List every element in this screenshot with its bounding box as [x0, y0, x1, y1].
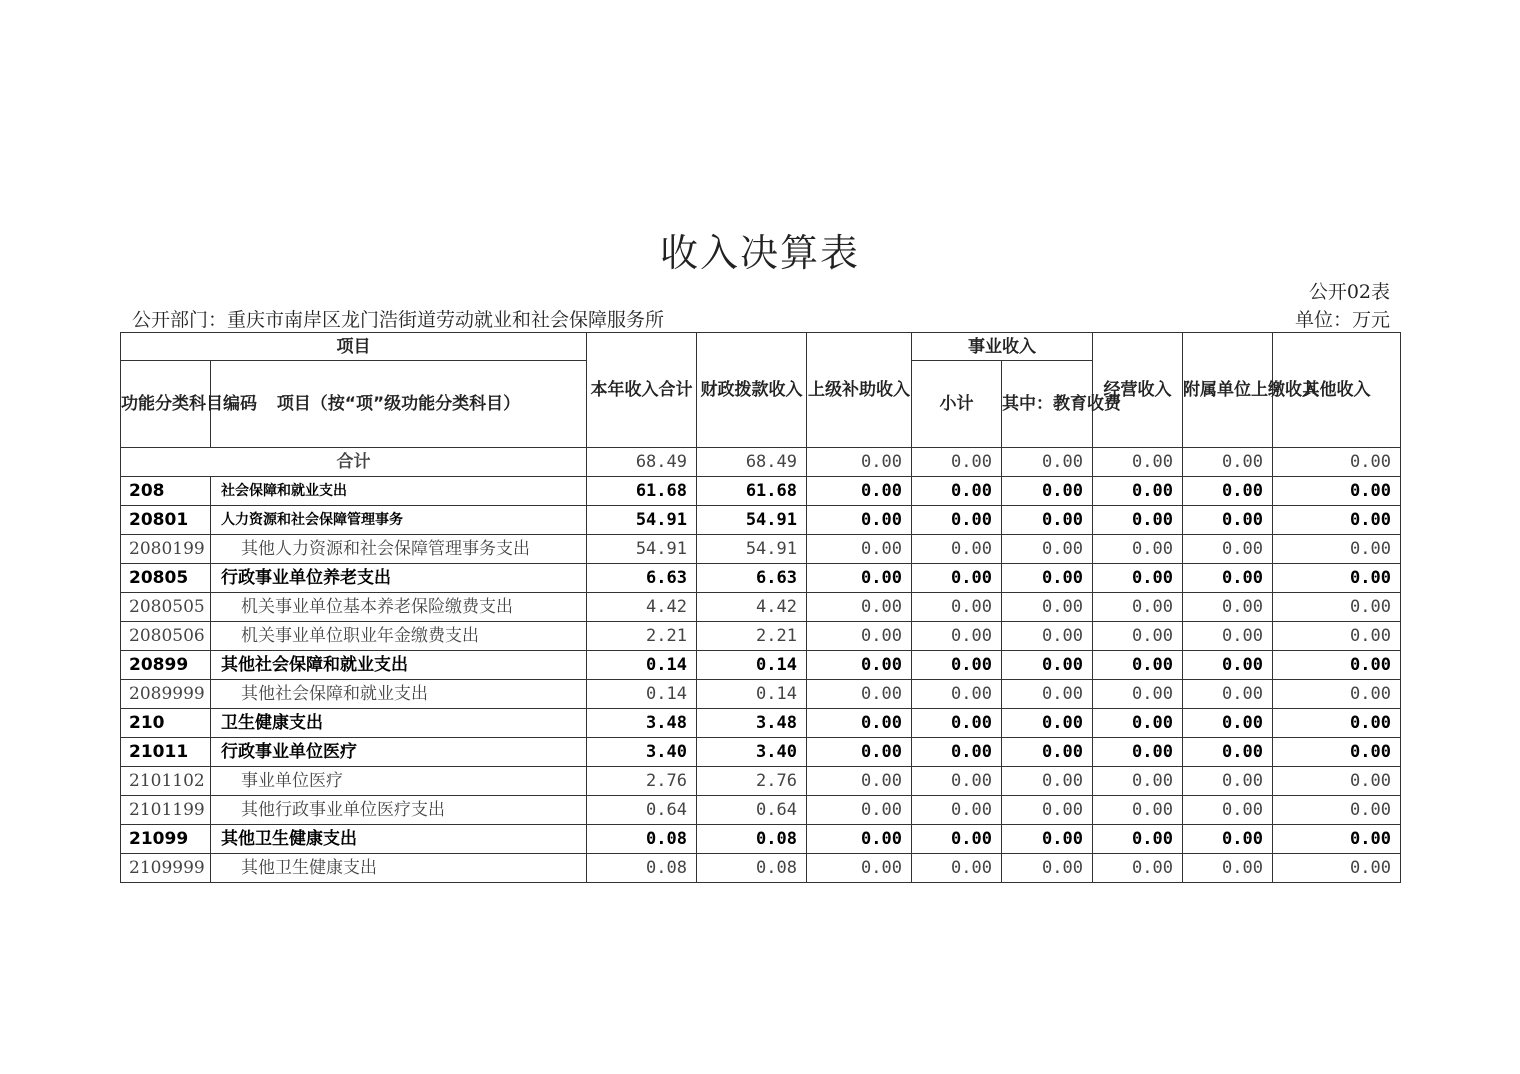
- row-value: 54.91: [697, 506, 807, 535]
- row-value: 0.00: [912, 564, 1002, 593]
- row-value: 0.00: [807, 535, 912, 564]
- row-code: 2089999: [121, 680, 211, 709]
- row-value: 0.00: [1183, 564, 1273, 593]
- row-value: 0.00: [912, 651, 1002, 680]
- row-value: 0.00: [1273, 535, 1401, 564]
- row-value: 0.00: [807, 477, 912, 506]
- row-value: 0.00: [1093, 767, 1183, 796]
- row-value: 0.00: [912, 796, 1002, 825]
- row-code: 21011: [121, 738, 211, 767]
- row-value: 61.68: [587, 477, 697, 506]
- row-value: 0.00: [1183, 622, 1273, 651]
- page-title: 收入决算表: [659, 231, 860, 275]
- row-code: 21099: [121, 825, 211, 854]
- total-cell: 68.49: [697, 448, 807, 477]
- total-cell: 0.00: [1002, 448, 1093, 477]
- row-value: 4.42: [697, 593, 807, 622]
- row-name: 其他行政事业单位医疗支出: [211, 796, 587, 825]
- row-value: 0.00: [1093, 709, 1183, 738]
- row-value: 0.00: [1093, 854, 1183, 883]
- row-value: 0.08: [587, 825, 697, 854]
- table-row: [121, 854, 1401, 883]
- row-name: 事业单位医疗: [211, 767, 587, 796]
- row-value: 0.00: [807, 796, 912, 825]
- row-value: 0.00: [807, 825, 912, 854]
- row-value: 0.00: [807, 593, 912, 622]
- income-table: [120, 332, 1401, 883]
- row-name: 人力资源和社会保障管理事务: [211, 506, 587, 535]
- row-value: 0.00: [1002, 593, 1093, 622]
- row-value: 0.00: [1002, 709, 1093, 738]
- row-name: 行政事业单位养老支出: [211, 564, 587, 593]
- row-value: 0.00: [1183, 680, 1273, 709]
- row-value: 0.08: [697, 854, 807, 883]
- row-code: 2080506: [121, 622, 211, 651]
- row-value: 0.00: [1273, 506, 1401, 535]
- row-value: 54.91: [697, 535, 807, 564]
- total-cell: 0.00: [807, 448, 912, 477]
- row-code: 2101199: [121, 796, 211, 825]
- total-cell: 0.00: [1183, 448, 1273, 477]
- row-value: 0.00: [1093, 535, 1183, 564]
- row-value: 3.40: [587, 738, 697, 767]
- row-value: 3.48: [587, 709, 697, 738]
- table-row: [121, 535, 1401, 564]
- table-row: [121, 651, 1401, 680]
- row-name: 其他社会保障和就业支出: [211, 680, 587, 709]
- row-value: 3.40: [697, 738, 807, 767]
- row-value: 0.00: [807, 506, 912, 535]
- row-name: 其他卫生健康支出: [211, 825, 587, 854]
- row-value: 0.08: [587, 854, 697, 883]
- table-row: [121, 622, 1401, 651]
- row-value: 0.00: [1002, 477, 1093, 506]
- table-row: [121, 709, 1401, 738]
- row-value: 0.00: [807, 680, 912, 709]
- header-affiliated: 附属单位上缴收入: [1183, 333, 1273, 448]
- row-value: 0.00: [1002, 796, 1093, 825]
- row-value: 2.76: [697, 767, 807, 796]
- row-value: 0.00: [1093, 477, 1183, 506]
- row-value: 2.21: [697, 622, 807, 651]
- row-value: 0.00: [807, 651, 912, 680]
- total-label: 合计: [121, 448, 587, 477]
- row-value: 0.00: [807, 854, 912, 883]
- row-value: 0.00: [1183, 709, 1273, 738]
- row-value: 0.00: [1002, 535, 1093, 564]
- header-subtotal: 小计: [912, 361, 1002, 448]
- form-number: 公开02表: [1308, 281, 1390, 303]
- row-name: 社会保障和就业支出: [211, 477, 587, 506]
- row-value: 0.00: [1183, 477, 1273, 506]
- unit-label: 单位：万元: [1294, 309, 1390, 331]
- row-value: 0.00: [1093, 825, 1183, 854]
- row-value: 0.00: [912, 767, 1002, 796]
- row-value: 0.00: [1273, 622, 1401, 651]
- row-value: 0.00: [912, 709, 1002, 738]
- row-value: 0.00: [1273, 651, 1401, 680]
- total-cell: 0.00: [912, 448, 1002, 477]
- header-name: 项目（按“项”级功能分类科目）: [211, 361, 587, 448]
- total-row: [121, 448, 1401, 477]
- row-value: 0.00: [1002, 767, 1093, 796]
- row-value: 0.00: [1002, 564, 1093, 593]
- row-value: 0.00: [1183, 593, 1273, 622]
- row-value: 0.00: [1093, 651, 1183, 680]
- row-value: 3.48: [697, 709, 807, 738]
- row-value: 0.00: [1273, 767, 1401, 796]
- row-value: 0.00: [912, 477, 1002, 506]
- row-code: 2080505: [121, 593, 211, 622]
- row-value: 0.00: [1273, 709, 1401, 738]
- row-value: 0.00: [1183, 767, 1273, 796]
- row-code: 2101102: [121, 767, 211, 796]
- row-value: 0.00: [1273, 825, 1401, 854]
- row-value: 0.00: [807, 622, 912, 651]
- row-value: 0.00: [1273, 854, 1401, 883]
- row-name: 其他卫生健康支出: [211, 854, 587, 883]
- row-value: 0.00: [1183, 651, 1273, 680]
- row-value: 2.21: [587, 622, 697, 651]
- row-value: 61.68: [697, 477, 807, 506]
- row-name: 其他社会保障和就业支出: [211, 651, 587, 680]
- row-value: 0.00: [1273, 564, 1401, 593]
- table-row: [121, 738, 1401, 767]
- header-operating: 经营收入: [1093, 333, 1183, 448]
- row-name: 行政事业单位医疗: [211, 738, 587, 767]
- total-cell: 0.00: [1093, 448, 1183, 477]
- row-code: 210: [121, 709, 211, 738]
- table-row: [121, 564, 1401, 593]
- row-value: 6.63: [587, 564, 697, 593]
- row-value: 0.00: [1183, 854, 1273, 883]
- row-value: 0.00: [912, 738, 1002, 767]
- row-value: 0.00: [912, 680, 1002, 709]
- row-name: 卫生健康支出: [211, 709, 587, 738]
- header-education: 其中：教育收费: [1002, 361, 1093, 448]
- row-value: 0.00: [1183, 506, 1273, 535]
- row-value: 0.00: [912, 506, 1002, 535]
- row-value: 0.00: [807, 738, 912, 767]
- row-value: 0.00: [807, 564, 912, 593]
- row-value: 0.00: [1002, 622, 1093, 651]
- total-cell: 68.49: [587, 448, 697, 477]
- row-code: 2080199: [121, 535, 211, 564]
- row-value: 4.42: [587, 593, 697, 622]
- row-value: 0.00: [1002, 854, 1093, 883]
- row-value: 54.91: [587, 506, 697, 535]
- row-name: 机关事业单位基本养老保险缴费支出: [211, 593, 587, 622]
- row-value: 0.00: [1093, 564, 1183, 593]
- row-value: 0.14: [587, 680, 697, 709]
- row-value: 0.64: [587, 796, 697, 825]
- table-row: [121, 477, 1401, 506]
- header-code: 功能分类科目编码: [121, 361, 211, 448]
- row-value: 0.00: [807, 767, 912, 796]
- row-value: 0.00: [1002, 825, 1093, 854]
- row-value: 0.00: [912, 535, 1002, 564]
- row-value: 0.00: [912, 825, 1002, 854]
- row-value: 6.63: [697, 564, 807, 593]
- row-value: 54.91: [587, 535, 697, 564]
- row-value: 0.14: [697, 680, 807, 709]
- row-value: 0.00: [1183, 738, 1273, 767]
- row-value: 0.08: [697, 825, 807, 854]
- row-name: 机关事业单位职业年金缴费支出: [211, 622, 587, 651]
- row-name: 其他人力资源和社会保障管理事务支出: [211, 535, 587, 564]
- row-value: 0.14: [697, 651, 807, 680]
- row-value: 0.00: [1093, 622, 1183, 651]
- total-cell: 0.00: [1273, 448, 1401, 477]
- row-value: 0.00: [1273, 680, 1401, 709]
- table-row: [121, 796, 1401, 825]
- row-code: 20805: [121, 564, 211, 593]
- header-project: 项目: [121, 333, 587, 361]
- row-value: 2.76: [587, 767, 697, 796]
- row-code: 2109999: [121, 854, 211, 883]
- row-value: 0.64: [697, 796, 807, 825]
- row-value: 0.00: [1002, 651, 1093, 680]
- header-total: 本年收入合计: [587, 333, 697, 448]
- header-superior: 上级补助收入: [807, 333, 912, 448]
- row-code: 20801: [121, 506, 211, 535]
- row-value: 0.00: [1093, 796, 1183, 825]
- row-value: 0.00: [1093, 593, 1183, 622]
- header-business: 事业收入: [912, 333, 1093, 361]
- table-row: [121, 593, 1401, 622]
- row-value: 0.00: [1273, 738, 1401, 767]
- row-value: 0.00: [912, 854, 1002, 883]
- row-value: 0.00: [1002, 680, 1093, 709]
- table-row: [121, 825, 1401, 854]
- row-value: 0.00: [1002, 738, 1093, 767]
- row-value: 0.00: [912, 622, 1002, 651]
- table-row: [121, 767, 1401, 796]
- table-row: [121, 506, 1401, 535]
- header-other: 其他收入: [1273, 333, 1401, 448]
- row-value: 0.00: [912, 593, 1002, 622]
- row-value: 0.00: [1183, 796, 1273, 825]
- department-label: 公开部门：重庆市南岸区龙门浩街道劳动就业和社会保障服务所: [132, 309, 665, 331]
- row-value: 0.00: [1273, 593, 1401, 622]
- row-value: 0.00: [1093, 738, 1183, 767]
- row-value: 0.00: [807, 709, 912, 738]
- row-value: 0.00: [1183, 535, 1273, 564]
- row-value: 0.00: [1273, 477, 1401, 506]
- row-value: 0.00: [1273, 796, 1401, 825]
- table-row: [121, 680, 1401, 709]
- row-value: 0.00: [1002, 506, 1093, 535]
- header-fiscal: 财政拨款收入: [697, 333, 807, 448]
- row-code: 208: [121, 477, 211, 506]
- row-value: 0.00: [1093, 506, 1183, 535]
- row-code: 20899: [121, 651, 211, 680]
- row-value: 0.00: [1183, 825, 1273, 854]
- row-value: 0.00: [1093, 680, 1183, 709]
- row-value: 0.14: [587, 651, 697, 680]
